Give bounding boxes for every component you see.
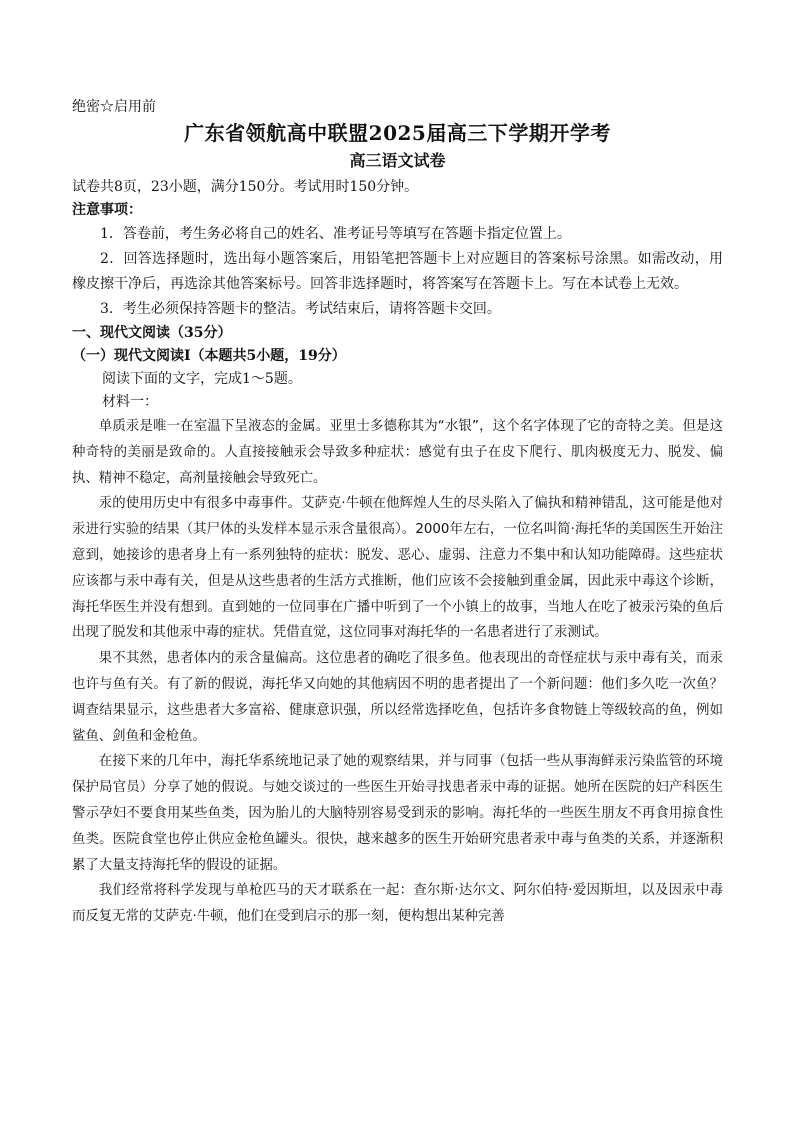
notice-list — [72, 222, 723, 322]
exam-subtitle: 高三语文试卷 — [349, 151, 446, 170]
material-label: 材料一： — [102, 394, 158, 410]
confidential-label: 绝密☆启用前 — [72, 99, 156, 115]
section-heading: 一、现代文阅读（35分） — [72, 325, 232, 341]
notice-item: 1．答卷前，考生务必将自己的姓名、准考证号等填写在答题卡指定位置上。 — [100, 226, 571, 242]
exam-info: 试卷共8页，23小题，满分150分。考试用时150分钟。 — [72, 179, 419, 195]
reading-instruction: 阅读下面的文字，完成1～5题。 — [102, 371, 302, 387]
material-paragraph: 单质汞是唯一在室温下呈液态的金属。亚里士多德称其为“水银”，这个名字体现了它的奇特之美。但是这种奇特的美丽是致命的。人直接接触汞会导致多种症状：感觉有虫子在皮下爬行、肌肉极度无力、脱发、偏执、精神不稳定，高剂量接触会导致死亡。 — [72, 419, 723, 486]
material-body — [72, 414, 723, 930]
material-paragraph: 在接下来的几年中，海托华系统地记录了她的观察结果，并与同事（包括一些从事海鲜汞污染监管的环境保护局官员）分享了她的假说。与她交谈过的一些医生开始寻找患者汞中毒的证据。她所在医院的妇产科医生警示孕妇不要食用某些鱼类，因为胎儿的大脑特别容易受到汞的影响。海托华的一些医生朋友不再食用掠食性鱼类。医院食堂也停止供应金枪鱼罐头。很快，越来越多的医生开始研究患者汞中毒与鱼类的关系，并逐渐积累了大量支持海托华的假设的证据。 — [72, 754, 723, 873]
notice-item: 3．考生必须保持答题卡的整洁。考试结束后，请将答题卡交回。 — [100, 301, 501, 317]
sub-section-heading: （一）现代文阅读Ⅰ（本题共5小题，19分） — [72, 348, 346, 364]
notice-heading: 注意事项： — [72, 202, 142, 218]
material-paragraph: 果不其然，患者体内的汞含量偏高。这位患者的确吃了很多鱼。他表现出的奇怪症状与汞中毒有关，而汞也许与鱼有关。有了新的假说，海托华又向她的其他病因不明的患者提出了一个新问题：他们多久吃一次鱼？调查结果显示，这些患者大多富裕、健康意识强，所以经常选择吃鱼，包括许多食物链上等级较高的鱼，例如鲨鱼、剑鱼和金枪鱼。 — [72, 651, 723, 744]
material-paragraph: 汞的使用历史中有很多中毒事件。艾萨克·牛顿在他辉煌人生的尽头陷入了偏执和精神错乱，这可能是他对汞进行实验的结果（其尸体的头发样本显示汞含量很高）。2000年左右，一位名叫简·海托华的美国医生开始注意到，她接诊的患者身上有一系列独特的症状：脱发、恶心、虚弱、注意力不集中和认知功能障碍。这些症状应该都与汞中毒有关，但是从这些患者的生活方式推断，他们应该不会接触到重金属，因此汞中毒这个诊断，海托华医生并没有想到。直到她的一位同事在广播中听到了一个小镇上的故事，当地人在吃了被汞污染的鱼后出现了脱发和其他汞中毒的症状。凭借直觉，这位同事对海托华的一名患者进行了汞测试。 — [72, 496, 723, 641]
exam-title: 广东省领航高中联盟2025届高三下学期开学考 — [184, 121, 611, 145]
notice-item: 2．回答选择题时，选出每小题答案后，用铅笔把答题卡上对应题目的答案标号涂黑。如需改动，用橡皮擦干净后，再选涂其他答案标号。回答非选择题时，将答案写在答题卡上。写在本试卷上无效。 — [72, 251, 723, 292]
material-paragraph: 我们经常将科学发现与单枪匹马的天才联系在一起：查尔斯·达尔文、阿尔伯特·爱因斯坦，以及因汞中毒而反复无常的艾萨克·牛顿，他们在受到启示的那一刻，便构想出某种完善 — [72, 883, 723, 925]
